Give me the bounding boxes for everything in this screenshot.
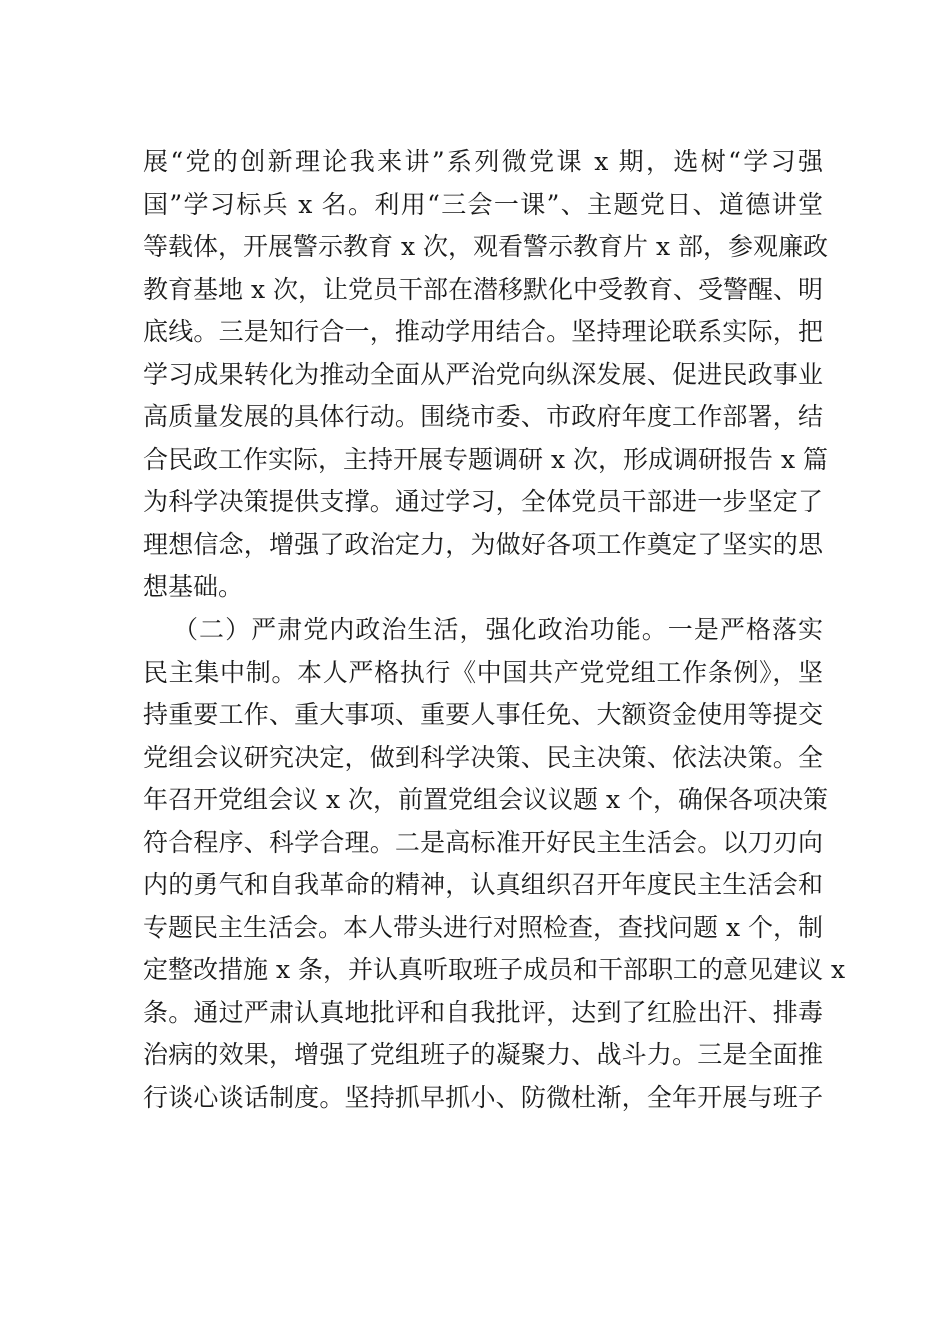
text-line: 民主集中制。本人严格执行《中国共产党党组工作条例》，坚 [143, 657, 823, 687]
section-heading-line: （二）严肃党内政治生活，强化政治功能。一是严格落实 [173, 615, 823, 644]
text-line: 行谈心谈话制度。坚持抓早抓小、防微杜渐，全年开展与班子 [143, 1082, 823, 1112]
text-line: 为科学决策提供支撑。通过学习，全体党员干部进一步坚定了 [143, 487, 823, 516]
text-line: 想基础。 [143, 572, 244, 601]
text-line: 合民政工作实际，主持开展专题调研 x 次，形成调研报告 x 篇 [143, 444, 828, 474]
text-line: 底线。三是知行合一，推动学用结合。坚持理论联系实际，把 [143, 317, 823, 346]
text-line: 展“党的创新理论我来讲”系列微党课 x 期，选树“学习强 [143, 147, 823, 176]
text-line: 学习成果转化为推动全面从严治党向纵深发展、促进民政事业 [143, 359, 823, 389]
text-line: 符合程序、科学合理。二是高标准开好民主生活会。以刀刃向 [143, 827, 823, 857]
text-line: 国”学习标兵 x 名。利用“三会一课”、主题党日、道德讲堂 [143, 189, 823, 219]
text-line: 内的勇气和自我革命的精神，认真组织召开年度民主生活会和 [143, 870, 823, 899]
text-line: 条。通过严肃认真地批评和自我批评，达到了红脸出汗、排毒 [143, 997, 823, 1027]
text-line: 年召开党组会议 x 次，前置党组会议议题 x 个，确保各项决策 [143, 785, 828, 814]
text-line: 治病的效果，增强了党组班子的凝聚力、战斗力。三是全面推 [143, 1040, 823, 1069]
text-line: 理想信念，增强了政治定力，为做好各项工作奠定了坚实的思 [143, 529, 823, 559]
text-line: 高质量发展的具体行动。围绕市委、市政府年度工作部署，结 [143, 402, 823, 431]
text-line: 专题民主生活会。本人带头进行对照检查，查找问题 x 个，制 [143, 912, 823, 942]
text-line: 持重要工作、重大事项、重要人事任免、大额资金使用等提交 [143, 700, 823, 729]
text-line: 等载体，开展警示教育 x 次，观看警示教育片 x 部，参观廉政 [143, 232, 828, 261]
text-line: 教育基地 x 次，让党员干部在潜移默化中受教育、受警醒、明 [143, 274, 823, 304]
paragraph-political-life [143, 609, 846, 1119]
text-line: 党组会议研究决定，做到科学决策、民主决策、依法决策。全 [143, 742, 823, 772]
paragraph-study [143, 141, 828, 609]
text-line: 定整改措施 x 条，并认真听取班子成员和干部职工的意见建议 x [143, 955, 846, 984]
